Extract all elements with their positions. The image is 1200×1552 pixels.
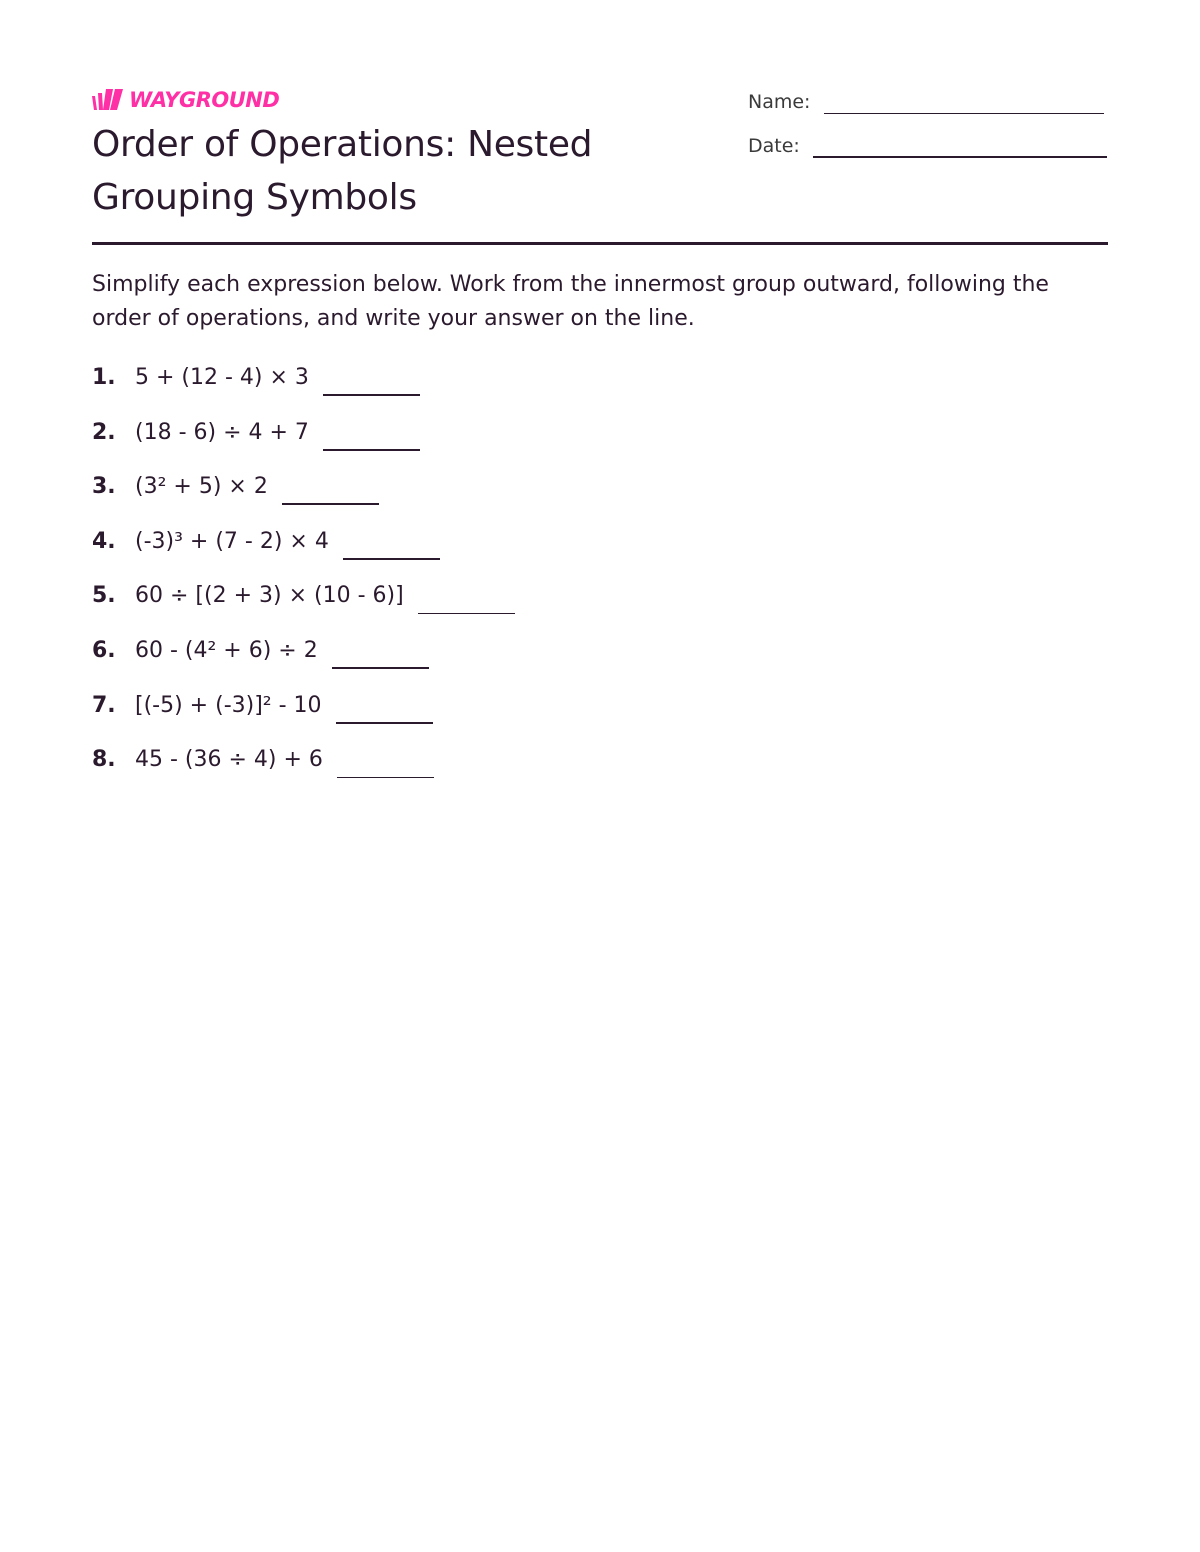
problem-number: 2. xyxy=(92,419,116,445)
answer-line[interactable] xyxy=(282,471,379,505)
name-field[interactable] xyxy=(748,88,1104,116)
problem-expression: 60 ÷ [(2 + 3) × (10 - 6)] xyxy=(135,583,404,609)
title-line-1: Order of Operations: Nested xyxy=(92,124,593,165)
problem-item xyxy=(92,690,515,745)
answer-line[interactable] xyxy=(323,417,420,451)
problem-expression: (-3)³ + (7 - 2) × 4 xyxy=(135,528,329,554)
answer-line[interactable] xyxy=(337,744,434,778)
page-title xyxy=(92,118,652,224)
problem-item xyxy=(92,362,515,417)
answer-line[interactable] xyxy=(343,526,440,560)
wayground-logo-icon xyxy=(92,89,125,111)
problem-item xyxy=(92,744,515,799)
problem-expression: [(-5) + (-3)]² - 10 xyxy=(135,692,322,718)
problem-number: 6. xyxy=(92,637,116,663)
date-answer-line[interactable] xyxy=(813,156,1107,158)
problem-item xyxy=(92,417,515,472)
problem-list xyxy=(92,362,515,799)
date-field[interactable] xyxy=(748,132,1107,160)
problem-expression: (18 - 6) ÷ 4 + 7 xyxy=(135,419,309,445)
problem-item xyxy=(92,526,515,581)
problem-item xyxy=(92,580,515,635)
date-label: Date: xyxy=(748,135,800,157)
title-line-2: Grouping Symbols xyxy=(92,177,417,218)
problem-expression: 45 - (36 ÷ 4) + 6 xyxy=(135,747,323,773)
answer-line[interactable] xyxy=(418,580,515,614)
problem-number: 8. xyxy=(92,747,116,773)
header-divider xyxy=(92,242,1108,245)
name-label: Name: xyxy=(748,91,811,113)
name-answer-line[interactable] xyxy=(824,113,1104,114)
answer-line[interactable] xyxy=(323,362,420,396)
problem-number: 1. xyxy=(92,365,116,390)
instructions: Simplify each expression below. Work from the innermost group outward, following the order of operations, and write your answer on the line. xyxy=(92,272,1049,331)
problem-item xyxy=(92,471,515,526)
problem-expression: (3² + 5) × 2 xyxy=(135,474,268,500)
problem-number: 5. xyxy=(92,583,116,609)
problem-number: 3. xyxy=(92,474,116,500)
brand-logo xyxy=(92,88,279,112)
problem-expression: 5 + (12 - 4) × 3 xyxy=(135,365,309,390)
problem-item xyxy=(92,635,515,690)
brand-name: WAYGROUND xyxy=(129,88,280,112)
worksheet-page xyxy=(92,0,1108,1552)
answer-line[interactable] xyxy=(336,690,433,724)
problem-expression: 60 - (4² + 6) ÷ 2 xyxy=(135,637,318,663)
problem-number: 7. xyxy=(92,692,116,718)
problem-number: 4. xyxy=(92,528,116,554)
answer-line[interactable] xyxy=(332,635,429,669)
